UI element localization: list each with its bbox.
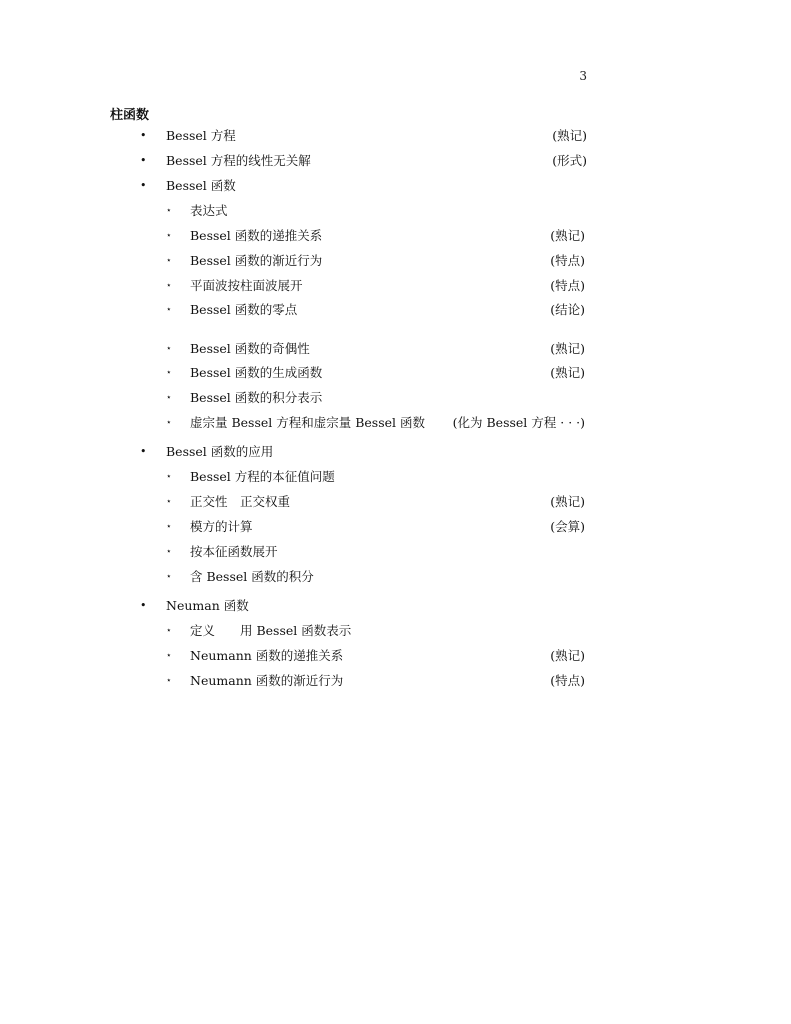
item-text: Bessel 函数的递推关系 bbox=[190, 228, 323, 243]
item-text: Bessel 方程的线性无关解 bbox=[166, 153, 311, 168]
star-icon: ⋆ bbox=[166, 231, 172, 241]
sub-item bbox=[166, 518, 585, 536]
bullet-icon: • bbox=[140, 599, 147, 612]
bullet-item bbox=[140, 443, 587, 461]
item-note: (特点) bbox=[550, 253, 585, 268]
item-text: 正交性 正交权重 bbox=[190, 494, 291, 509]
star-icon: ⋆ bbox=[166, 626, 172, 636]
item-text: Bessel 方程的本征值问题 bbox=[190, 469, 335, 484]
item-text: 定义 用 Bessel 函数表示 bbox=[190, 623, 352, 638]
star-icon: ⋆ bbox=[166, 522, 172, 532]
item-text: Bessel 函数的应用 bbox=[166, 444, 274, 459]
item-note: (熟记) bbox=[550, 228, 585, 243]
item-text: Bessel 方程 bbox=[166, 128, 236, 143]
bullet-item bbox=[140, 177, 587, 195]
item-text: Neumann 函数的渐近行为 bbox=[190, 673, 344, 688]
sub-item bbox=[166, 468, 585, 486]
page-number: 3 bbox=[579, 69, 587, 83]
item-text: 按本征函数展开 bbox=[190, 544, 278, 559]
item-note: (熟记) bbox=[550, 648, 585, 663]
star-icon: ⋆ bbox=[166, 472, 172, 482]
sub-item bbox=[166, 364, 585, 382]
item-text: Bessel 函数的生成函数 bbox=[190, 365, 323, 380]
item-note: (特点) bbox=[550, 278, 585, 293]
item-note: (特点) bbox=[550, 673, 585, 688]
sub-item bbox=[166, 543, 585, 561]
bullet-icon: • bbox=[140, 154, 147, 167]
sub-item bbox=[166, 414, 585, 432]
star-icon: ⋆ bbox=[166, 497, 172, 507]
item-text: Bessel 函数 bbox=[166, 178, 236, 193]
sub-item bbox=[166, 672, 585, 690]
bullet-icon: • bbox=[140, 445, 147, 458]
sub-item bbox=[166, 227, 585, 245]
bullet-item bbox=[140, 597, 587, 615]
sub-item bbox=[166, 622, 585, 640]
item-text: Bessel 函数的积分表示 bbox=[190, 390, 323, 405]
item-text: 含 Bessel 函数的积分 bbox=[190, 569, 314, 584]
star-icon: ⋆ bbox=[166, 256, 172, 266]
sub-item bbox=[166, 647, 585, 665]
star-icon: ⋆ bbox=[166, 206, 172, 216]
star-icon: ⋆ bbox=[166, 393, 172, 403]
item-text: Bessel 函数的零点 bbox=[190, 302, 298, 317]
bullet-icon: • bbox=[140, 179, 147, 192]
item-note: (熟记) bbox=[550, 494, 585, 509]
sub-item bbox=[166, 493, 585, 511]
item-text: Bessel 函数的奇偶性 bbox=[190, 341, 310, 356]
section-title: 柱函数 bbox=[110, 108, 150, 123]
star-icon: ⋆ bbox=[166, 676, 172, 686]
star-icon: ⋆ bbox=[166, 651, 172, 661]
star-icon: ⋆ bbox=[166, 547, 172, 557]
item-text: 虚宗量 Bessel 方程和虚宗量 Bessel 函数 bbox=[190, 415, 426, 430]
item-text: Neumann 函数的递推关系 bbox=[190, 648, 344, 663]
star-icon: ⋆ bbox=[166, 344, 172, 354]
star-icon: ⋆ bbox=[166, 305, 172, 315]
star-icon: ⋆ bbox=[166, 368, 172, 378]
item-text: 模方的计算 bbox=[190, 519, 253, 534]
star-icon: ⋆ bbox=[166, 418, 172, 428]
item-note: (形式) bbox=[552, 153, 587, 168]
sub-item bbox=[166, 568, 585, 586]
sub-item bbox=[166, 340, 585, 358]
bullet-item bbox=[140, 152, 587, 170]
star-icon: ⋆ bbox=[166, 281, 172, 291]
sub-item bbox=[166, 389, 585, 407]
item-note: (熟记) bbox=[550, 365, 585, 380]
bullet-item bbox=[140, 127, 587, 145]
item-note: (化为 Bessel 方程 · · ·) bbox=[452, 415, 585, 430]
item-note: (熟记) bbox=[552, 128, 587, 143]
sub-item bbox=[166, 202, 585, 220]
item-note: (会算) bbox=[550, 519, 585, 534]
item-text: Neuman 函数 bbox=[166, 598, 249, 613]
star-icon: ⋆ bbox=[166, 572, 172, 582]
sub-item bbox=[166, 277, 585, 295]
item-text: Bessel 函数的渐近行为 bbox=[190, 253, 323, 268]
item-text: 表达式 bbox=[190, 203, 228, 218]
item-note: (熟记) bbox=[550, 341, 585, 356]
item-text: 平面波按柱面波展开 bbox=[190, 278, 303, 293]
sub-item bbox=[166, 301, 585, 319]
bullet-icon: • bbox=[140, 129, 147, 142]
sub-item bbox=[166, 252, 585, 270]
item-note: (结论) bbox=[550, 302, 585, 317]
